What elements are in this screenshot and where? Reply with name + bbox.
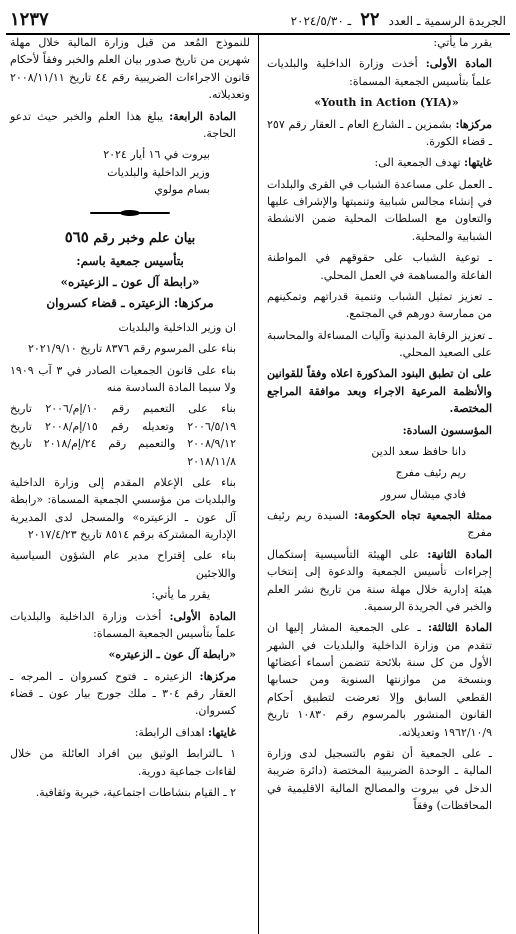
minister-line: ان وزير الداخلية والبلديات [118,320,236,334]
article-1-label: المادة الأولى: [169,609,236,623]
seat-text: بشمزين ـ الشارع العام ـ العقار رقم ٢٥٧ ـ قضاء الكورة. [267,117,492,148]
representative-text: السيدة ريم رئيف مفرج [267,509,492,540]
decision-intro: يقرر ما يأتي: [433,36,492,49]
notice-number: ٥٦٥ [64,228,89,247]
legal-basis: بناء على إقتراح مدير عام الشؤون السياسية واللاجئين [10,549,236,580]
goals-text: اهداف الرابطة: [134,725,209,739]
signature-name: بسام مولوي [154,183,210,196]
article-1 [267,55,506,90]
article-1 [10,608,250,643]
column-left [6,34,258,934]
goal-item: ١ ـالترابط الوثيق بين افراد العائلة من خلال لقاءات جماعية دورية. [10,747,236,778]
seat-label: مركزها: [199,669,236,683]
tax-registration-clause: ـ على الجمعية أن تقوم بالتسجيل لدى وزارة المالية ـ الوحدة الضريبية المختصة (دائرة ضريبة الدخل في بيروت والمصالح المالية الاقليمية في المحافظات) وفقاً [267,746,492,812]
association-seat [267,116,506,151]
notice-subtitle: بتأسيس جمعية باسم: [76,254,184,269]
association-goals [10,724,250,741]
article-4-label: المادة الرابعة: [169,109,236,123]
notice-title-text: بيان علم وخبر رقم [93,231,196,247]
article-2 [267,546,506,616]
continued-clause: للنموذج المُعد من قبل وزارة المالية خلال مهلة شهرين من تاريخ صدور بيان العلم والخبر وفقاً لأحكام قانون الاجراءات الضريبية رقم ٤٤ تاريخ ٢٠٠٨/١١/١١ وتعديلاته. [10,36,250,102]
association-goals [267,154,506,171]
article-4-text: يبلغ هذا العلم والخبر حيث تدعو الحاجة. [10,109,236,140]
header-title: الجريدة الرسمية ـ العدد [388,14,506,28]
signature-date: بيروت في ١٦ أيار ٢٠٢٤ [103,148,210,162]
article-4 [10,108,250,143]
goals-text: تهدف الجمعية الى: [374,156,465,170]
goal-item: ـ العمل على مساعدة الشباب في القرى والبلدات في إنشاء مجالس شبابية وتنميتها والإشراف عليها والتعاون مع السلطات المحلية ضمن الانشطة الشبابية والمحلية. [267,177,492,243]
goals-label: غايتها: [464,156,492,170]
header-issue-number: ٢٢ [360,9,380,30]
association-name: «رابطة آل عون ـ الزعيتره» [108,648,236,662]
legal-basis: بناء على قانون الجمعيات الصادر في ٣ آب ١٩٠٩ ولا سيما المادة السادسة منه [10,363,237,395]
decision-intro: يقرر ما يأتي: [151,588,210,602]
seat-label: مركزها: [455,117,492,131]
signature-minister: وزير الداخلية والبلديات [107,165,210,179]
seat-text: الزعيتره ـ فتوح كسروان ـ المرجه ـ العقار رقم ٣٠٤ ـ ملك جورج بيار عون ـ قضاء كسروان. [10,669,237,718]
association-name-text: «Youth in Action (YIA)» [314,96,459,110]
article-1-text: أخذت وزارة الداخلية والبلديات علماً بتأسيس الجمعية المسماة: [10,609,236,640]
section-divider [90,210,170,216]
article-3-label: المادة الثالثة: [427,621,492,635]
notice-seat: مركزها: الزعيتره ـ قضاء كسروان [46,295,214,310]
notice-association-name: «رابطة آل عون ـ الزعيتره» [60,275,200,290]
association-name [267,94,506,111]
legal-basis: بناء على الإعلام المقدم إلى وزارة الداخلية والبلديات من مؤسسي الجمعية المسماة: «رابطة آل عون ـ الزعيتره» والمسجل لدى المديرية الإدارية المشتركة برقم ٨٥١٤ تاريخ ٢٠١٧/٤/٢٣ [10,475,236,542]
goal-item: ـ توعية الشباب على حقوقهم في المواطنة الفاعلة والمساهمة في العمل المحلي. [267,251,492,282]
goal-item: ٢ ـ القيام بنشاطات اجتماعية، خيرية وثقافية. [35,785,236,799]
founder-name: دانا حافظ سعد الدين [371,444,466,458]
article-1-label: المادة الأولى: [425,57,492,71]
goals-label: غايتها: [208,725,236,739]
page-header [6,6,510,35]
conditions-clause: على ان تطبق البنود المذكورة اعلاه وفقاً للقوانين والأنظمة المرعية الاجراء وبعد موافقة المراجع المختصة. [267,367,492,416]
legal-basis: بناء على المرسوم رقم ٨٣٧٦ تاريخ ٢٠٢١/٩/١٠ [27,342,236,356]
header-publication [291,9,506,30]
page-number: ١٢٣٧ [10,9,49,30]
article-3 [267,619,506,741]
notice-title [10,226,250,250]
article-2-text: على الهيئة التأسيسية إستكمال إجراءات تأسيس الجمعية والدعوة إلى إنتخاب هيئة إدارية خلال مهلة سنة من تاريخ نشر العلم والخبر في الجريدة الرسمية. [267,547,492,613]
goal-item: ـ تعزيز تمثيل الشباب وتنمية قدراتهم وتمكينهم من ممارسة دورهم في المجتمع. [267,289,492,321]
association-seat [10,668,250,720]
signature-block [10,146,250,198]
founder-name: فادي ميشال سرور [380,487,466,501]
article-1-text: أخذت وزارة الداخلية والبلديات علماً بتأسيس الجمعية المسماة: [267,57,492,88]
goal-item: ـ تعزيز الرقابة المدنية وآليات المساءلة والمحاسبة على الصعيد المحلي. [267,328,492,359]
columns [6,34,510,934]
article-2-label: المادة الثانية: [427,547,493,561]
header-date: ـ ٢٠٢٤/٥/٣٠ [290,14,352,28]
government-representative [267,507,506,542]
article-3-text: ـ على الجمعية المشار إليها ان تتقدم من وزارة الداخلية والبلديات في الشهر الأول من كل سنة بلائحة تتضمن أسماء أعضائها وبنسخة من موازنتها السنوية ومن حسابها القطعي السابق وإلا تعرضت لتطبيق أحكام القانون المنشور بالمرسوم رقم ١٠٨٣٠ تاريخ ١٩٦٢/١٠/٩ وتعديلاته. [267,621,492,739]
founder-name: ريم رئيف مفرج [395,466,466,480]
representative-label: ممثلة الجمعية تجاه الحكومة: [353,509,492,522]
legal-basis: بناء على التعميم رقم ١٠/إم/٢٠٠٦ تاريخ ٢٠٠٦/٥/١٩ وتعديله رقم ١٥/إم/٢٠٠٨ تاريخ ٢٠٠٨/٩/١٢ والتعميم رقم ٢٤/إم/٢٠١٨ تاريخ ٢٠١٨/١١/٨ [10,402,236,468]
column-right [258,34,510,934]
founders-label: المؤسسون السادة: [402,423,492,437]
